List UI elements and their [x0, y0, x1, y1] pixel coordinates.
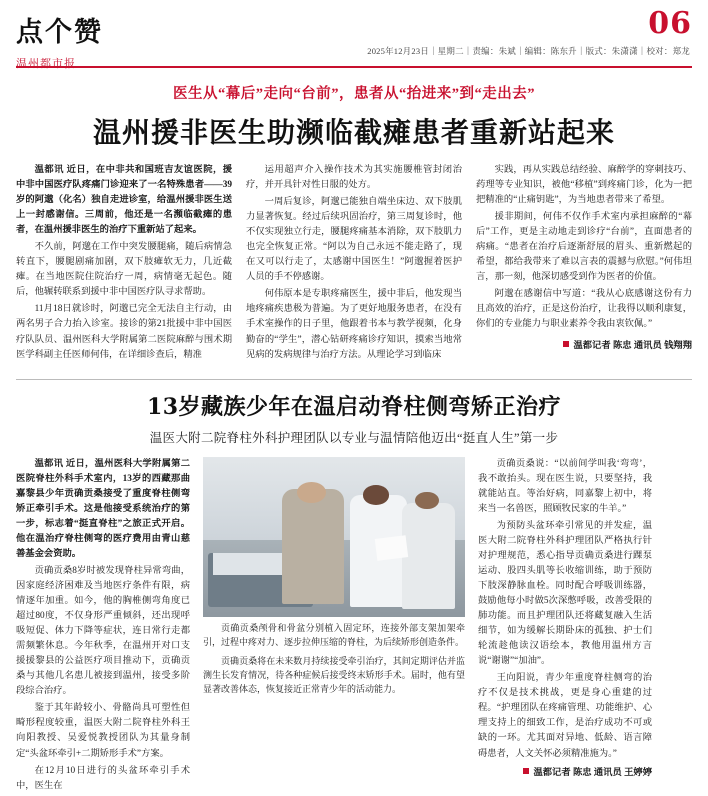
masthead-subtitle: 温州都市报 [16, 58, 76, 70]
photo-person-patient [282, 489, 345, 604]
article-one-shoulder: 医生从“幕后”走向“台前”，患者从“抬进来”到“走出去” [173, 86, 535, 102]
paragraph: 实践，再从实践总结经验、麻醉学的穿刺技巧、药理等专业知识，被他“移植”到疼痛门诊，化为一把把精准的“止痛钥匙”，为当地患者带来了希望。 [476, 165, 692, 206]
paragraph: 王向阳说，青少年重度脊柱侧弯的治疗不仅是技术挑战，更是身心重建的过程。“护理团队在疼痛管理、功能维护、心理支持上的细致工作，是治疗成功不可或缺的一环。尤其面对异地、低龄、语言障碍患者，人文关怀必须精准施为。” [478, 673, 652, 759]
photo-caption: 贡确贡桑颅骨和骨盆分别植入固定环，连接外部支架加架牵引，过程中疼对力、逐步拉伸压缩的脊柱，为后续矫形创造条件。 [203, 622, 465, 647]
paragraph: 阿邈在感谢信中写道：“我从心底感谢这份有力且高效的治疗，正是这份治疗，让我得以顺利康复，你们的专业能力与职业素养令我由衷钦佩。” [476, 289, 692, 330]
paragraph: 在12月10日进行的头盆环牵引手术中，医生在 [16, 765, 190, 791]
article-two-headline: 13岁藏族少年在温启动脊柱侧弯矫正治疗 [146, 393, 562, 420]
paragraph: 贡确贡桑说：“以前间学叫我‘弯弯’，我不敢抬头。现在医生说，只要坚持，我就能站直。等治好病，同嘉黎上初中，将来当一名兽医，照顾牧民家的牛羊。” [478, 458, 652, 514]
photo-person-doctor [402, 503, 454, 609]
masthead [16, 0, 692, 68]
article-one-column-1 [16, 163, 232, 365]
article-two-byline [478, 766, 652, 781]
paragraph: 温都讯 近日，在中非共和国班吉友谊医院，援中非中国医疗队疼痛门诊迎来了一名特殊患者——39岁的阿邈（化名）独自走进诊室，给温州援非医生送上一封感谢信。三周前，他还是一名瀕临截瘫的患者，在温州援非医生的治疗下重新站了起来。 [16, 165, 232, 236]
photo-person-nurse-head [363, 485, 389, 504]
photo-person-doctor-head [415, 492, 439, 510]
article-one-byline [476, 339, 692, 354]
article-two-column-1 [16, 457, 190, 796]
paragraph: 为预防头盆环牵引常见的并发症，温医大附二院脊柱外科护理团队严格执行针对护理规范，悉心指导贡确贡桑进行踝泵运动、股四头肌等长收缩训练，助于预防下肢深静脉血栓。同时配合呼吸训练器，鼓励他每小时做5次深憋呼吸，改善受限的肺功能。而且护理团队还将藏复融入生活细节，如为缓解长期卧床的孤独、护士们轮流趁他读汉语绘本，教他用温州方言说“谢谢”“加油”。 [478, 520, 652, 667]
article-one-columns [16, 163, 692, 365]
article-two-column-3 [478, 457, 652, 796]
article-two-subhead: 温医大附二院脊柱外科护理团队以专业与温情陪他迈出“挺直人生”第一步 [149, 430, 559, 445]
paragraph: 贡确贡桑将在未来数月持续接受牵引治疗，其间定期评估并监测生长发育情况，待各种症候后接受终末矫形手术。届时，他有望显著改善体态，恢复接近正常青少年的活动能力。 [203, 656, 465, 695]
paragraph: 一周后复诊，阿邈已能独自端坐床边、双下肢肌力显著恢复。经过后续巩固治疗，第三周复诊时，他不仅实现独立行走，腰腿疼痛基本消除，双下肢肌力也完全恢复正常。“阿以为自己永远不能走路了，现在又可以行走了，太感谢中国医生！”阿邈握着医护人员的手不停感谢。 [246, 197, 462, 283]
article-photo [203, 457, 465, 617]
section-divider [16, 379, 692, 380]
article-one-column-3 [476, 163, 692, 365]
paragraph: 11月18日就诊时，阿邈已完全无法自主行动，由两名男子合力抬入诊室。接诊的第21批援中非中国医疗队队员、温州医科大学附属第二医院麻醉与围术期医学科副主任医师何伟，在详细诊查后，精准 [16, 304, 232, 360]
article-one-column-2 [246, 163, 462, 365]
paragraph: 运用超声介入操作技术为其实施腰椎管封闭治疗，并开具针对性日服的处方。 [246, 165, 462, 191]
paragraph: 何伟原本是专职疼痛医生，援中非后，他发现当地疼痛疾患极为普遍。为了更好地服务患者，在没有手术室操作的日子里，他跟着书本与教学视频，化身勤奋的“学生”，潜心钻研疼痛诊疗知识，摸索当地常见病的发病规律与治疗方法。从理论学习到临床 [246, 289, 462, 360]
paragraph: 鉴于其年龄较小、骨骼尚具可塑性但畸形程度较重，温医大附二院脊柱外科王向阳教授、吴爱悦教授团队为其量身制定“头盆环牵引+二期矫形手术”方案。 [16, 703, 190, 759]
article-two-columns [16, 457, 692, 796]
page-number: 06 [648, 6, 692, 41]
masthead-meta: 2025年12月23日｜星期二｜责编：朱斌｜编辑：陈东升｜版式：朱潇潇｜校对：郑龙 [367, 46, 690, 56]
paragraph: 不久前，阿邈在工作中突发腰腿痛，随后病情急转直下，腰腿剧痛加剧，双下肢瘫软无力，几近截瘫。在当地医院住院治疗一周，病情毫无起色。随后，他辗转联系到援中非中国医疗队寻求帮助。 [16, 242, 232, 298]
photo-document-sheet [375, 535, 409, 561]
masthead-title: 点个赞 [16, 17, 103, 48]
byline-text: 温都记者 陈忠 通讯员 钱翔翔 [573, 340, 692, 351]
article-two-photo-column [203, 457, 465, 796]
paragraph: 援非期间，何伟不仅作手术室内承担麻醉的“幕后”工作，更是主动地走到诊疗“台前”，直面患者的病痛。“患者在治疗后逐渐舒展的眉头、重新燃起的希望，都给我带来了难以言表的震撼与欣慰。”何伟坦言，那一刻，他深切感受到作为医者的价值。 [476, 212, 692, 283]
article-two [16, 390, 692, 796]
article-one-headline: 温州援非医生助濒临截瘫患者重新站起来 [92, 116, 615, 149]
photo-person-patient-head [297, 482, 326, 503]
paragraph: 温都讯 近日，温州医科大学附属第二医院脊柱外科手术室内，13岁的西藏那曲嘉黎县少年贡确贡桑接受了重度脊柱侧弯矫正牵引手术。这是他接受系统治疗的第一步，标志着“挺直脊柱”之旅正式开启。他在温治疗脊柱侧弯的医疗费用由青山慈善基金会资助。 [16, 458, 190, 559]
article-one [16, 82, 692, 365]
byline-marker-icon [523, 768, 529, 774]
byline-marker-icon [563, 341, 569, 347]
byline-text: 温都记者 陈忠 通讯员 王婷婷 [533, 767, 652, 778]
paragraph: 贡确贡桑8岁时被发现脊柱异常弯曲，因家庭经济困难及当地医疗条件有限，病情逐年加重。如今，他的胸椎侧弯角度已超过80度，不仅身形严重倾斜，还出现呼吸短促、体力下降等症状，连日常行走都需频繁休息。今年秋季，在温州开对口支援援黎县的公益医疗项目推动下，贡确贡桑与其他几名患儿被接到温州，接受多阶段综合治疗。 [16, 565, 190, 697]
